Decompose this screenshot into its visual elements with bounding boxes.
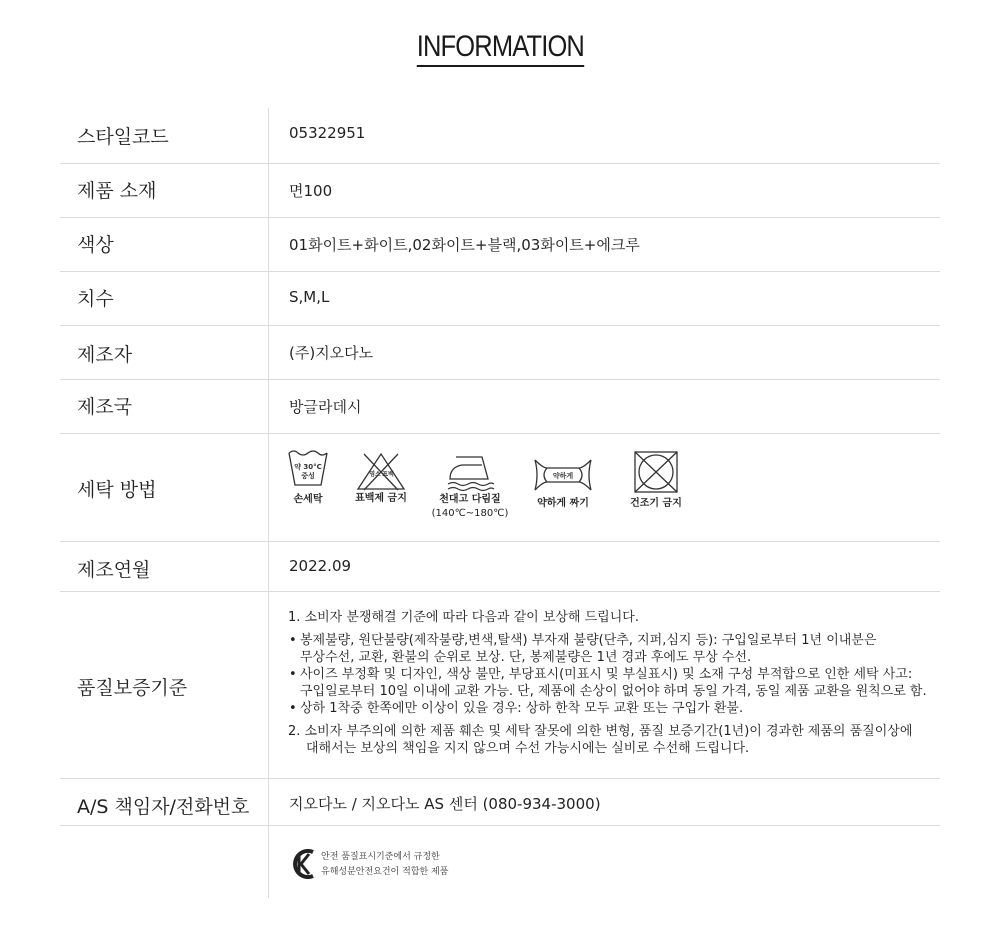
row-washing bbox=[60, 434, 940, 542]
icon-caption: 약하게 짜기 bbox=[537, 498, 589, 509]
quality-bullet: • 상하 1착중 한쪽에만 이상이 있을 경우: 상하 한착 모두 교환 또는 구입가 환불. bbox=[288, 700, 938, 717]
row-value: 지오다노 / 지오다노 AS 센터 (080-934-3000) bbox=[289, 795, 601, 813]
row-label: 제조국 bbox=[77, 396, 133, 418]
row-as-contact bbox=[60, 779, 940, 826]
quality-item-1: 1. 소비자 분쟁해결 기준에 따라 다음과 같이 보상해 드립니다. bbox=[288, 610, 639, 625]
svg-text:약 30°C: 약 30°C bbox=[294, 463, 322, 471]
row-label: 제조연월 bbox=[77, 559, 151, 581]
svg-text:중성: 중성 bbox=[301, 472, 315, 480]
icon-caption: 표백제 금지 bbox=[355, 493, 407, 504]
svg-text:염소: 염소 bbox=[369, 471, 381, 478]
hand-wash-icon bbox=[286, 447, 330, 489]
icon-subcaption: (140℃~180℃) bbox=[431, 508, 509, 519]
row-mfg-date bbox=[60, 542, 940, 592]
row-value: 면100 bbox=[289, 182, 333, 200]
row-color bbox=[60, 218, 940, 272]
row-label: 치수 bbox=[77, 288, 114, 310]
row-quality-guarantee bbox=[60, 592, 940, 779]
row-label: 품질보증기준 bbox=[77, 677, 188, 699]
kc-text-line1: 안전 품질표시기준에서 규정한 bbox=[321, 852, 440, 862]
quality-bullet: • 사이즈 부정확 및 디자인, 색상 불만, 부당표시(미표시 및 부실표시) 및 소재 구성 부적합으로 인한 세탁 사고: 구입일로부터 10일 이내에 교환 가능. 단, 제품에 손상이 없어야 하며 동일 가격, 동일 제품 교환을 원칙으로 함. bbox=[288, 666, 938, 700]
row-material bbox=[60, 164, 940, 218]
row-value: (주)지오다노 bbox=[289, 344, 374, 362]
row-label: 세탁 방법 bbox=[77, 479, 157, 501]
row-value: S,M,L bbox=[289, 288, 330, 306]
svg-text:표백: 표백 bbox=[382, 471, 394, 478]
hand-wash-symbol bbox=[285, 447, 331, 507]
no-bleach-icon bbox=[356, 452, 406, 492]
kc-logo-icon bbox=[289, 846, 317, 882]
icon-caption: 건조기 금지 bbox=[630, 498, 682, 509]
row-kc-certification bbox=[60, 826, 940, 898]
quality-text bbox=[288, 609, 938, 757]
info-table bbox=[60, 108, 940, 898]
row-value: 방글라데시 bbox=[289, 398, 362, 416]
row-label: 스타일코드 bbox=[77, 126, 169, 148]
icon-caption: 천대고 다림질 bbox=[439, 494, 501, 505]
quality-bullet: • 봉제불량, 원단불량(제작불량,변색,탈색) 부자재 불량(단추, 지퍼,심지 등): 구입일로부터 1년 이내분은 무상수선, 교환, 환불의 순위로 보상. 단, 봉제불량은 1년 경과 후에도 무상 수선. bbox=[288, 632, 938, 666]
iron-with-cloth-icon bbox=[444, 453, 496, 493]
quality-item-2: 2. 소비자 부주의에 의한 제품 훼손 및 세탁 잘못에 의한 변형, 품질 보증기간(1년)이 경과한 제품의 품질이상에 대해서는 보상의 책임을 지지 않으며 수선 가능시에는 실비로 수선해 드립니다. bbox=[288, 724, 913, 756]
row-manufacturer bbox=[60, 326, 940, 380]
row-label: 제품 소재 bbox=[77, 180, 157, 202]
page-title: INFORMATION bbox=[0, 30, 1000, 67]
row-label: 색상 bbox=[77, 234, 114, 256]
wring-symbol bbox=[528, 458, 598, 511]
no-tumble-dry-icon bbox=[633, 450, 679, 494]
kc-text-line2: 유해성분안전요건이 적합한 제품 bbox=[321, 867, 449, 877]
row-label: 제조자 bbox=[77, 344, 133, 366]
iron-symbol bbox=[430, 453, 510, 521]
no-bleach-symbol bbox=[355, 452, 407, 506]
row-size bbox=[60, 272, 940, 326]
row-value: 01화이트+화이트,02화이트+블랙,03화이트+에크루 bbox=[289, 236, 640, 254]
icon-caption: 손세탁 bbox=[293, 494, 323, 505]
svg-text:약하게: 약하게 bbox=[552, 472, 574, 480]
no-dryer-symbol bbox=[623, 450, 689, 511]
row-value: 05322951 bbox=[289, 124, 366, 142]
row-country bbox=[60, 380, 940, 434]
gentle-wring-icon bbox=[533, 458, 593, 492]
row-label: A/S 책임자/전화번호 bbox=[77, 796, 250, 818]
row-style-code bbox=[60, 108, 940, 164]
row-value: 2022.09 bbox=[289, 557, 352, 575]
